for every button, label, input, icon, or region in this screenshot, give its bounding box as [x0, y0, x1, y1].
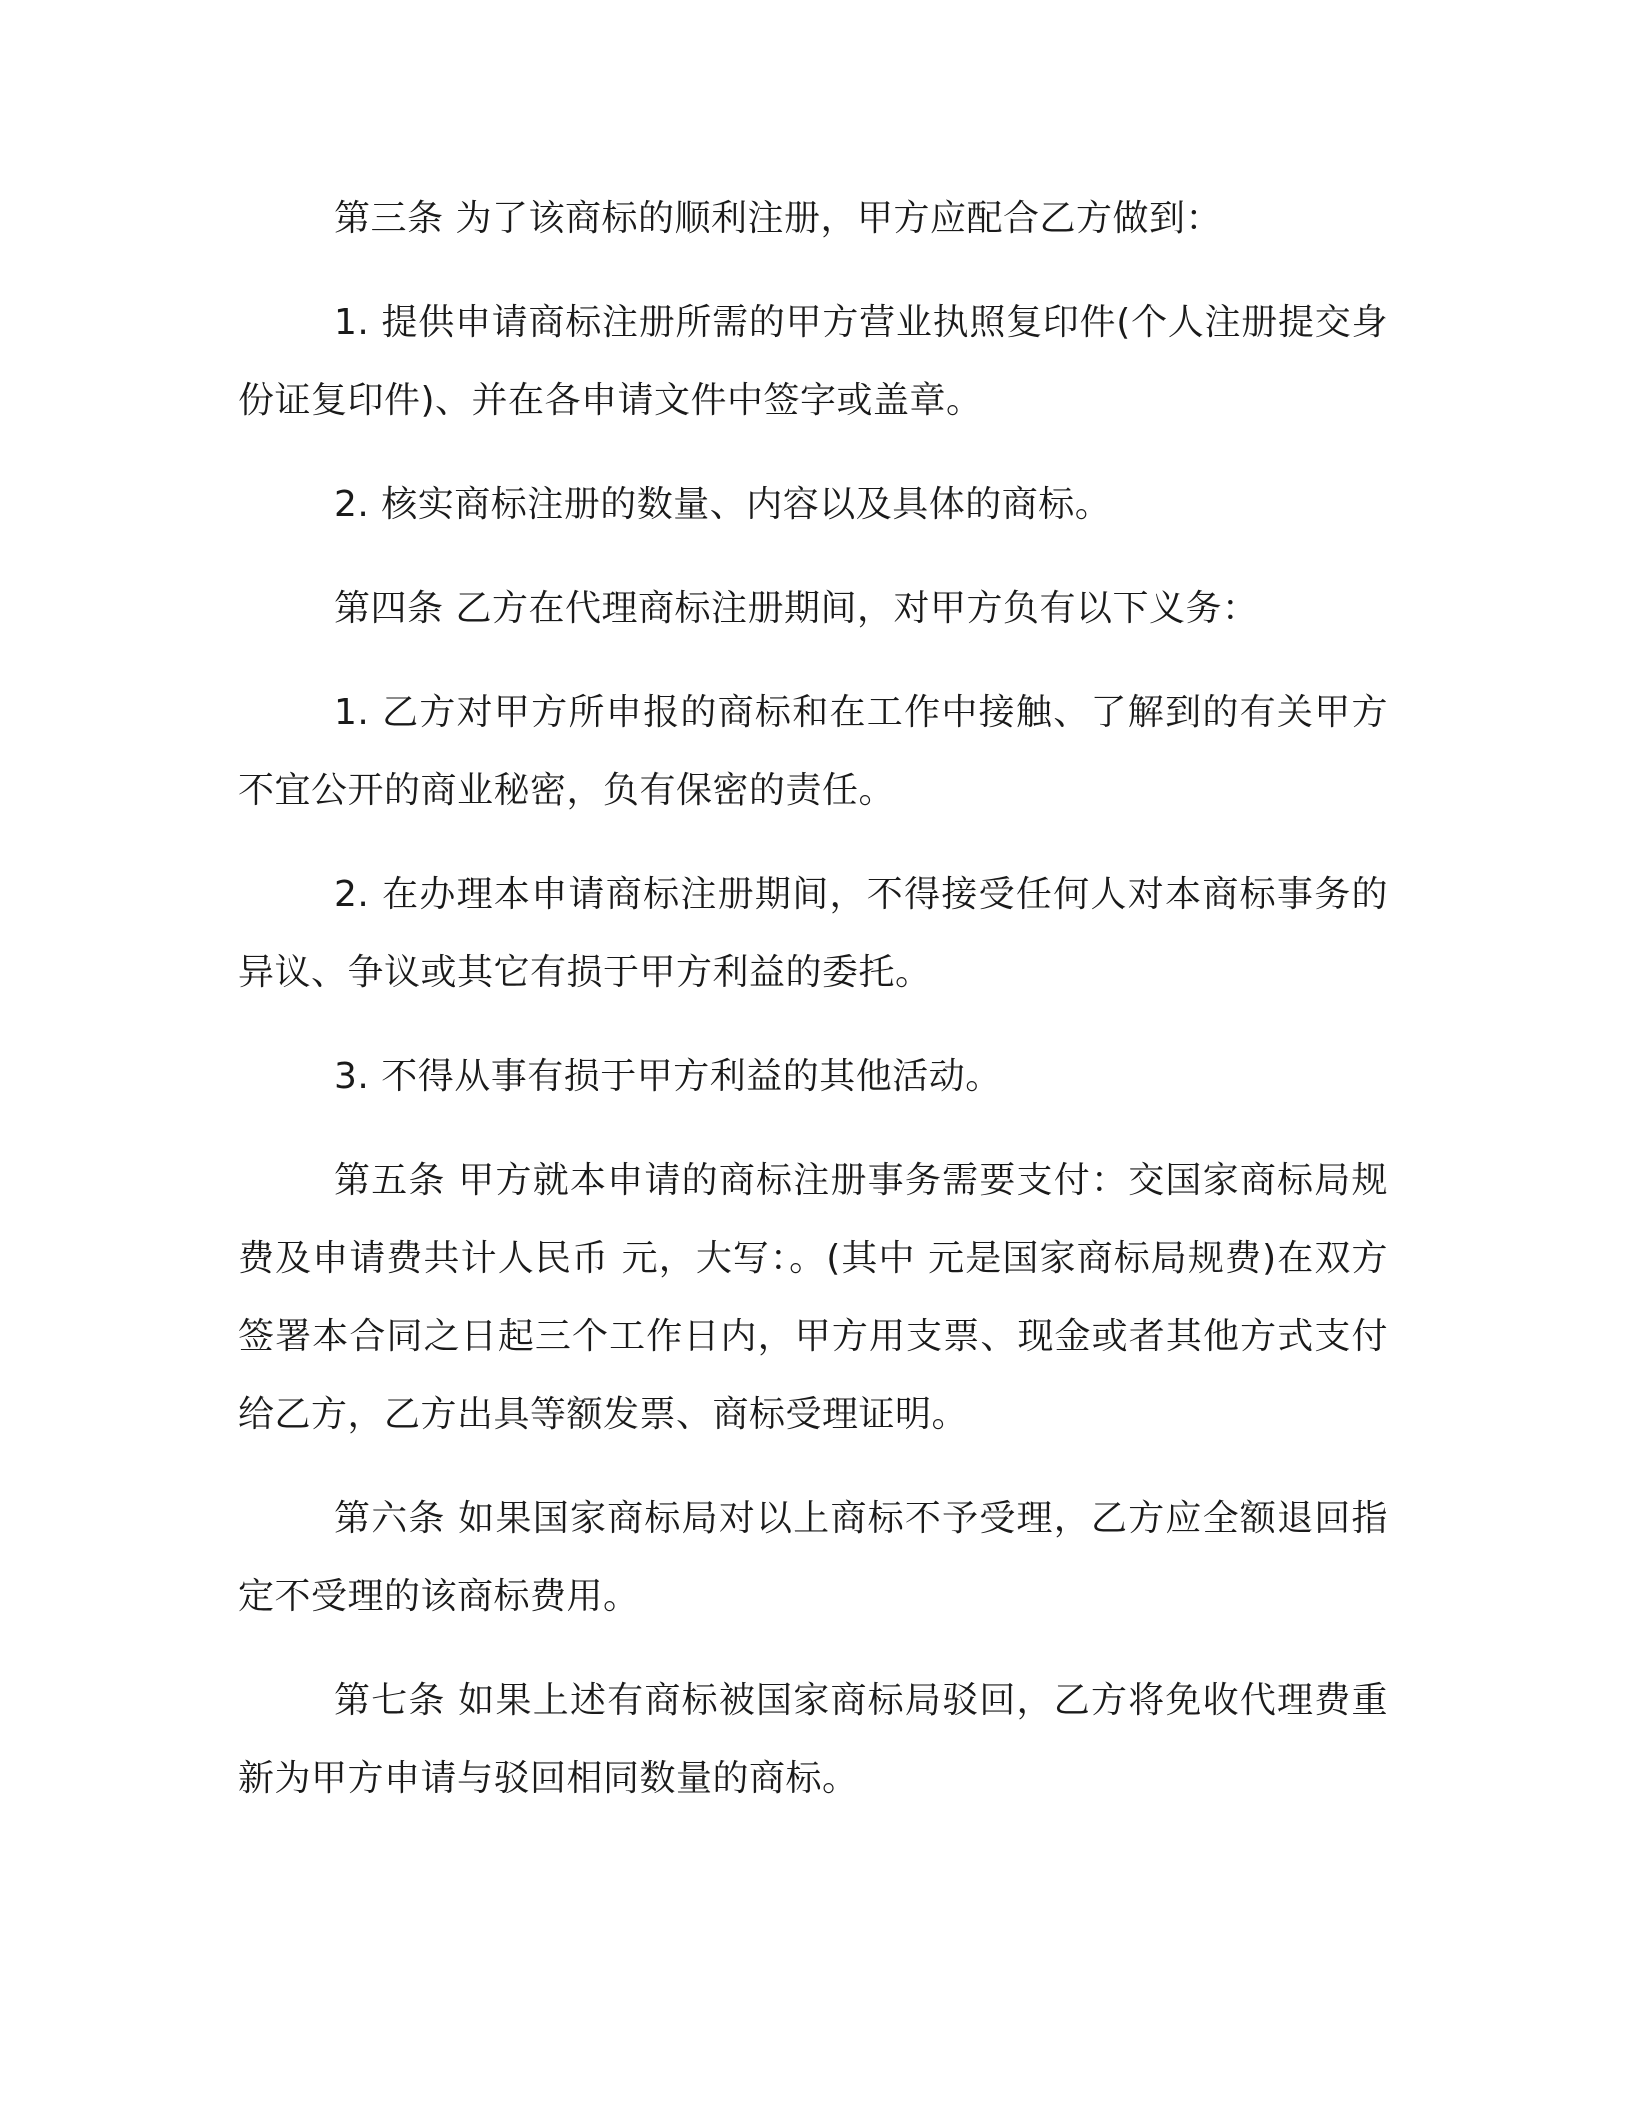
article-6: 第六条 如果国家商标局对以上商标不予受理，乙方应全额退回指定不受理的该商标费用。 [238, 1498, 1388, 1617]
article-3-item-1: 1. 提供申请商标注册所需的甲方营业执照复印件(个人注册提交身份证复印件)、并在各申请文件中签字或盖章。 [238, 302, 1388, 421]
article-7: 第七条 如果上述有商标被国家商标局驳回，乙方将免收代理费重新为甲方申请与驳回相同数量的商标。 [238, 1680, 1388, 1799]
article-4-item-3: 3. 不得从事有损于甲方利益的其他活动。 [334, 1056, 1002, 1097]
article-3-heading: 第三条 为了该商标的顺利注册，甲方应配合乙方做到： [334, 198, 1222, 239]
document-body [238, 180, 1388, 1844]
article-3-item-2: 2. 核实商标注册的数量、内容以及具体的商标。 [334, 484, 1112, 525]
article-4-heading: 第四条 乙方在代理商标注册期间，对甲方负有以下义务： [334, 588, 1259, 629]
article-4-item-1: 1. 乙方对甲方所申报的商标和在工作中接触、了解到的有关甲方不宜公开的商业秘密，负有保密的责任。 [238, 692, 1388, 811]
article-5: 第五条 甲方就本申请的商标注册事务需要支付：交国家商标局规费及申请费共计人民币 元，大写：。(其中 元是国家商标局规费)在双方签署本合同之日起三个工作日内，甲方用支票、现金或者其他方式支付给乙方，乙方出具等额发票、商标受理证明。 [238, 1160, 1388, 1435]
article-4-item-2: 2. 在办理本申请商标注册期间，不得接受任何人对本商标事务的异议、争议或其它有损于甲方利益的委托。 [238, 874, 1388, 993]
